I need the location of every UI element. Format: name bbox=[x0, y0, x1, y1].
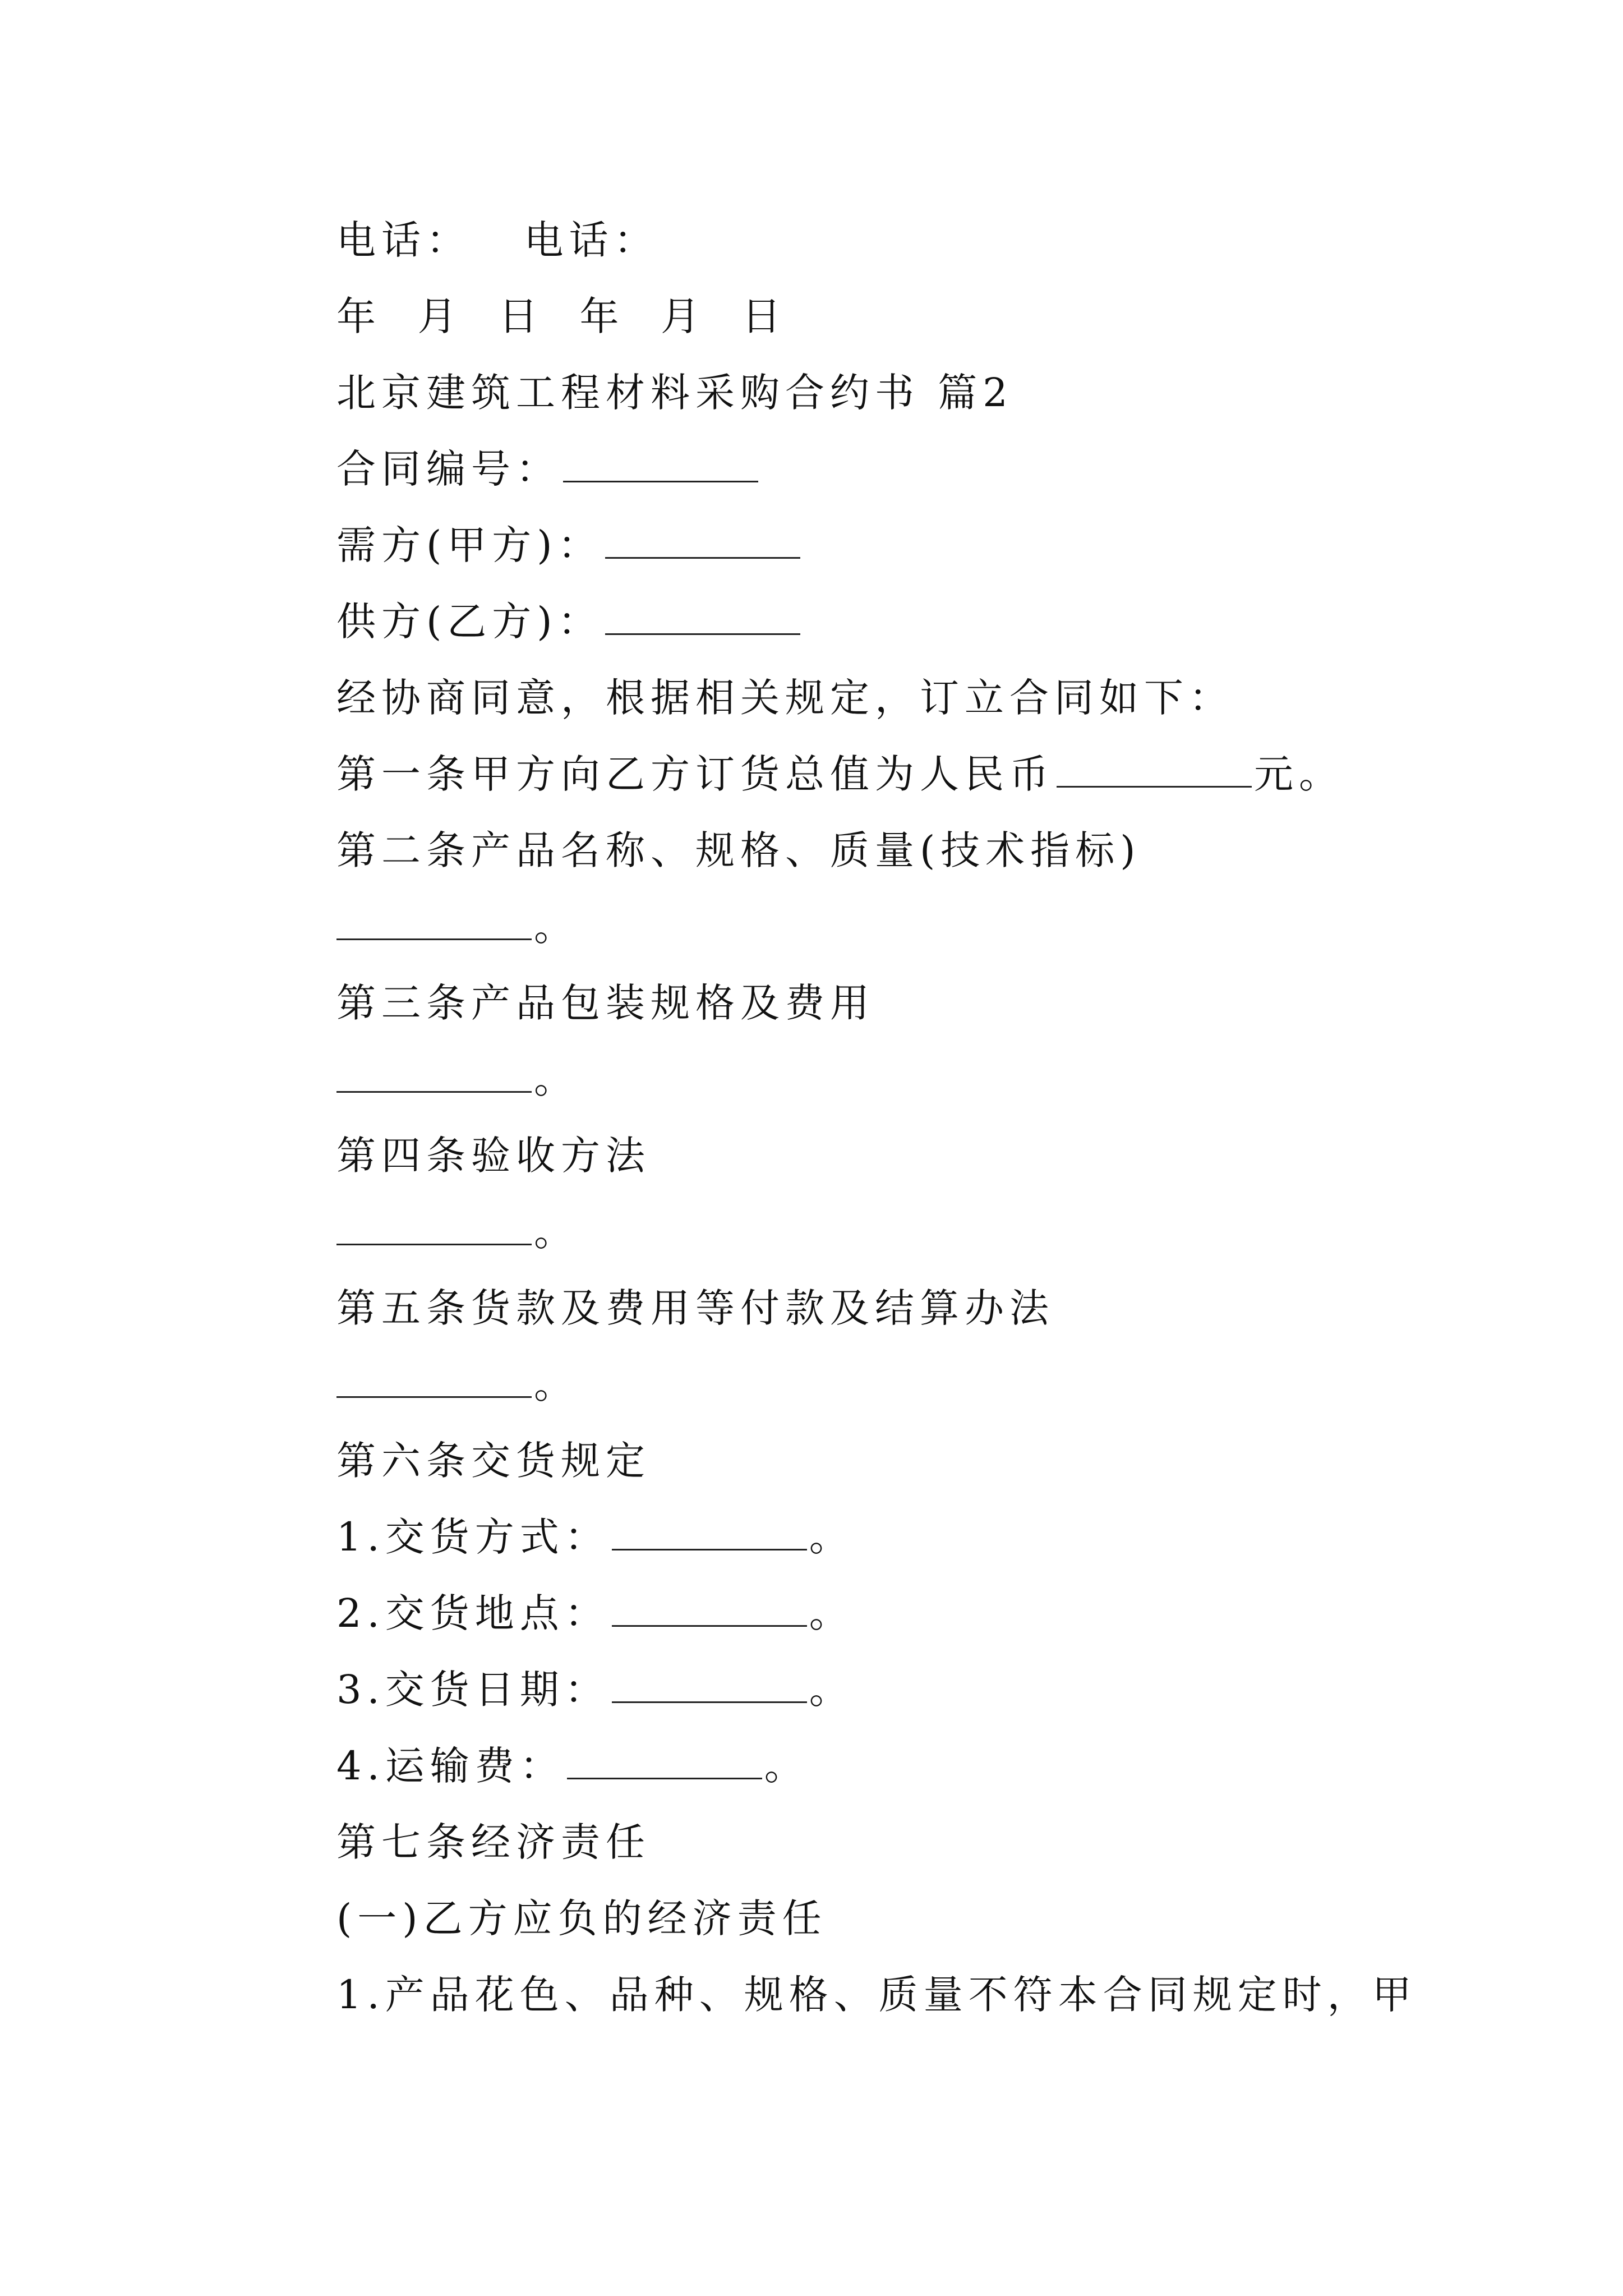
date-row: 年 月 日 年 月 日 bbox=[336, 293, 787, 339]
article-3-period: 。 bbox=[534, 1056, 579, 1102]
article-1 bbox=[336, 747, 1344, 801]
article-4-blank bbox=[336, 1209, 532, 1245]
article-1-blank bbox=[1057, 751, 1252, 788]
supplier-blank bbox=[605, 599, 800, 635]
phone-label-b: 电话： bbox=[524, 217, 659, 263]
delivery-item-blank bbox=[612, 1514, 807, 1550]
article-2-blank bbox=[336, 904, 532, 940]
delivery-item-period: 。 bbox=[809, 1590, 854, 1636]
delivery-item-blank bbox=[567, 1743, 762, 1779]
article-6: 第六条交货规定 bbox=[336, 1438, 651, 1484]
article-2-fill-row bbox=[336, 900, 579, 954]
delivery-item-label: 4.运输费： bbox=[336, 1743, 565, 1789]
contract-number-blank bbox=[563, 446, 758, 482]
delivery-item-blank bbox=[612, 1667, 807, 1703]
article-5: 第五条货款及费用等付款及结算办法 bbox=[336, 1285, 1054, 1331]
delivery-item-label: 3.交货日期： bbox=[336, 1667, 610, 1713]
delivery-item bbox=[336, 1510, 854, 1564]
article-2: 第二条产品名称、规格、质量(技术指标) bbox=[336, 827, 1141, 873]
delivery-item-period: 。 bbox=[809, 1514, 854, 1560]
article-7: 第七条经济责任 bbox=[336, 1819, 651, 1865]
article-2-period: 。 bbox=[534, 904, 579, 950]
article-4-period: 。 bbox=[534, 1209, 579, 1255]
phone-label-a: 电话： bbox=[336, 217, 471, 263]
document-heading: 北京建筑工程材料采购合约书 篇2 bbox=[336, 370, 1013, 416]
delivery-item bbox=[336, 1586, 854, 1640]
delivery-item bbox=[336, 1663, 854, 1717]
article-3: 第三条产品包装规格及费用 bbox=[336, 980, 875, 1026]
phone-row bbox=[336, 213, 659, 267]
article-4: 第四条验收方法 bbox=[336, 1133, 651, 1179]
article-5-blank bbox=[336, 1361, 532, 1398]
article-1-suffix: 元。 bbox=[1254, 751, 1344, 797]
delivery-item-label: 1.交货方式： bbox=[336, 1514, 610, 1560]
intro-text: 经协商同意，根据相关规定，订立合同如下： bbox=[336, 675, 1234, 721]
supplier-label: 供方(乙方)： bbox=[336, 599, 603, 645]
delivery-item-blank bbox=[612, 1590, 807, 1627]
contract-number-label: 合同编号： bbox=[336, 446, 561, 492]
contract-number-row bbox=[336, 442, 760, 496]
article-1-text: 第一条甲方向乙方订货总值为人民币 bbox=[336, 751, 1054, 797]
article-3-blank bbox=[336, 1056, 532, 1093]
delivery-item-period: 。 bbox=[764, 1743, 809, 1789]
article-3-fill-row bbox=[336, 1052, 579, 1106]
buyer-row bbox=[336, 518, 803, 572]
subsection-heading: (一)乙方应负的经济责任 bbox=[336, 1895, 827, 1941]
delivery-item-period: 。 bbox=[809, 1667, 854, 1713]
article-5-fill-row bbox=[336, 1358, 579, 1411]
delivery-item-label: 2.交货地点： bbox=[336, 1590, 610, 1636]
article-4-fill-row bbox=[336, 1205, 579, 1259]
delivery-item bbox=[336, 1739, 809, 1793]
article-5-period: 。 bbox=[534, 1361, 579, 1407]
clause-1: 1.产品花色、品种、规格、质量不符本合同规定时，甲 bbox=[336, 1972, 1417, 2018]
supplier-row bbox=[336, 595, 803, 648]
buyer-blank bbox=[605, 522, 800, 559]
buyer-label: 需方(甲方)： bbox=[336, 522, 603, 568]
